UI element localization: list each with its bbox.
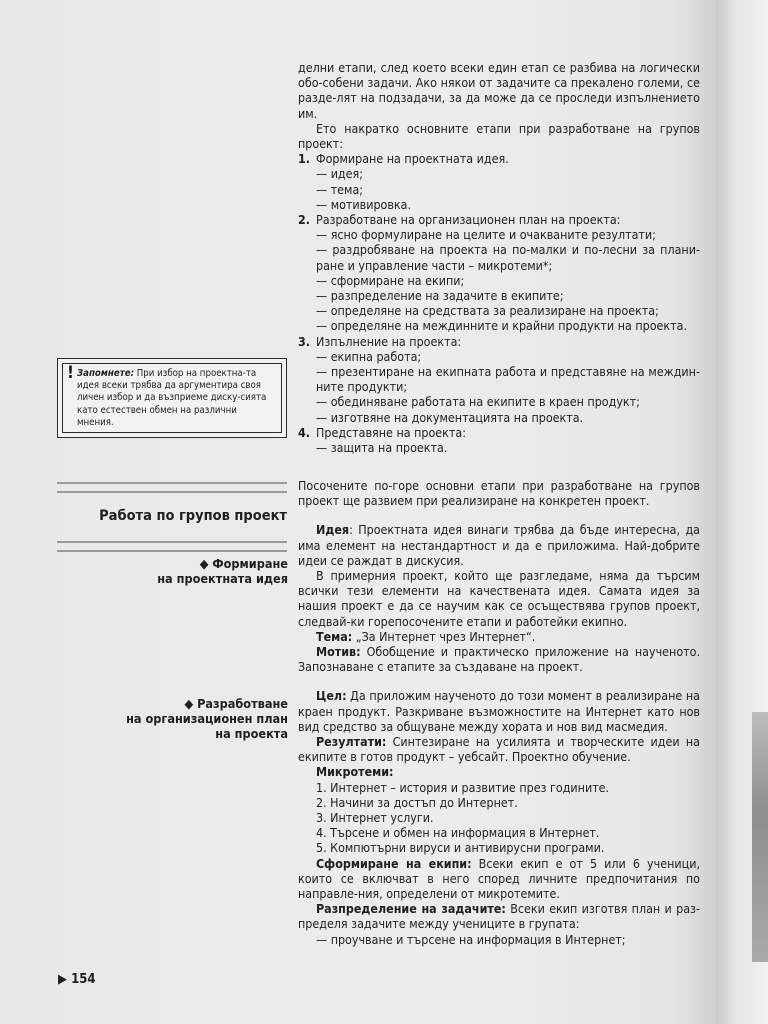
microtopics-heading [298, 764, 700, 779]
section-lead: Посочените по-горе основни етапи при разработване на групов проект ще развием при реализиране на конкретен проект. [298, 478, 700, 509]
microtopic-item: 5. Компютърни вируси и антивирусни програми. [316, 840, 605, 856]
teams-paragraph [298, 856, 700, 902]
scanner-edge [752, 712, 768, 962]
results-text: Синтезиране на усилията и творческите идеи на екипите в готов продукт – уебсайт. Проектно обучение. [298, 734, 700, 765]
idea-label: Идея [316, 522, 350, 538]
results-label: Резултати: [316, 734, 387, 750]
diamond-bullet-icon: ◆ [184, 696, 198, 711]
stage-subitem: — идея; [316, 166, 363, 182]
remember-note-box [57, 358, 287, 438]
side-heading-plan-line1: Разработване [197, 696, 288, 711]
teams-label: Сформиране на екипи: [316, 855, 472, 871]
tasks-text: Всеки екип изготвя план и раз-пределя задачите между учениците в групата: [298, 901, 701, 932]
results-paragraph [298, 734, 700, 764]
side-heading-idea-line2: на проектната идея [157, 571, 288, 587]
side-heading-idea [100, 556, 288, 586]
side-heading-idea-line1: Формиране [212, 556, 288, 571]
microtopic-item: 1. Интернет – история и развитие през годините. [316, 779, 610, 795]
section-title: Работа по групов проект [99, 508, 287, 524]
motive-paragraph [298, 644, 700, 674]
stage-title: Представяне на проекта: [316, 424, 466, 440]
stage-item [298, 425, 700, 440]
stage-subitem: — презентиране на екипната работа и представяне на междин-ните продукти; [316, 364, 700, 395]
stage-item [298, 151, 700, 166]
stage-number: 2. [298, 212, 310, 228]
stage-title: Изпълнение на проекта: [316, 333, 462, 349]
example-paragraph: В примерния проект, който ще разгледаме, няма да търсим всички тези елементи на качествената идея. Самата идея за нашия проект е да се научим как се осъществява групов проект, следвай-ки горепосочените етапи и работейки екипно. [298, 568, 700, 629]
intro-paragraph-2: Ето накратко основните етапи при разработване на групов проект: [298, 120, 700, 152]
stage-subitem: — обединяване работата на екипите в краен продукт; [316, 394, 640, 410]
stage-subitem: — тема; [316, 181, 364, 197]
triangle-marker-icon: ▶ [58, 972, 72, 987]
stage-subitem: — раздробяване на проекта на по-малки и по-лесни за плани-ране и управление части – микротеми*; [316, 242, 700, 273]
stage-number: 3. [298, 333, 310, 349]
stages-list [298, 151, 700, 455]
microtopic-item: 2. Начини за достъп до Интернет. [316, 794, 518, 810]
goal-paragraph [298, 688, 700, 734]
remember-note-inner [62, 363, 282, 433]
side-heading-plan-line3: на проекта [215, 726, 288, 742]
goal-label: Цел: [316, 688, 347, 704]
stage-subitem: — ясно формулиране на целите и очакваните резултати; [316, 227, 656, 243]
microtopics-label: Микротеми: [316, 764, 394, 780]
main-column-top [298, 60, 700, 455]
exclamation-icon: ! [67, 363, 74, 383]
stage-subitem: — сформиране на екипи; [316, 272, 465, 288]
motive-text: Обобщение и практическо приложение на наученото. Запознаване с етапите за създаване на проект. [298, 644, 700, 675]
stage-subitem: — изготвяне на документацията на проекта. [316, 409, 584, 425]
tasks-paragraph [298, 901, 700, 931]
main-column-bottom [298, 478, 700, 947]
page-number [58, 972, 96, 987]
stage-subitem: — определяне на междинните и крайни продукти на проекта. [316, 318, 688, 334]
page-number-text: 154 [71, 972, 96, 987]
side-heading-plan [100, 696, 288, 742]
remember-label: Запомнете: [77, 368, 135, 379]
idea-paragraph [298, 522, 700, 568]
motive-label: Мотив: [316, 644, 361, 660]
stage-subitem: — екипна работа; [316, 348, 422, 364]
section-rule-top [57, 482, 287, 493]
stage-title: Формиране на проектната идея. [316, 151, 509, 167]
section-rule-bottom [57, 541, 287, 552]
stage-number: 1. [298, 151, 310, 167]
theme-text: „За Интернет чрез Интернет“. [352, 628, 536, 644]
tasks-label: Разпределение на задачите: [316, 901, 506, 917]
stage-subitem: — определяне на средствата за реализиране на проекта; [316, 303, 659, 319]
remember-text: При избор на проектна-та идея всеки трябва да аргументира своя личен избор и да възприеме диску-сията като естествен обмен на различни мнения. [77, 368, 267, 428]
microtopic-item: 3. Интернет услуги. [316, 810, 434, 826]
intro-paragraph-1: делни етапи, след което всеки един етап се разбива на логически обо-собени задачи. Ако някои от задачите са прекалено големи, се разде-лят на подзадачи, за да може да се проследи изпълнението им. [298, 60, 700, 121]
stage-title: Разработване на организационен план на проекта: [316, 212, 621, 228]
tasks-item: — проучване и търсене на информация в Интернет; [316, 931, 626, 947]
stage-subitem: — разпределение на задачите в екипите; [316, 288, 564, 304]
microtopics-list [298, 780, 700, 856]
stage-subitem: — защита на проекта. [316, 440, 448, 456]
stage-item [298, 334, 700, 349]
theme-paragraph [298, 629, 700, 644]
side-heading-plan-line2: на организационен план [126, 711, 288, 727]
goal-text: Да приложим наученото до този момент в реализиране на краен продукт. Разкриване възможностите на Интернет като нов вид средство за общуване между хората и нов вид масмедия. [298, 688, 700, 734]
diamond-bullet-icon: ◆ [199, 556, 213, 571]
idea-text: : Проектната идея винаги трябва да бъде интересна, да има елемент на нестандартност и да е приложима. Най-добрите идеи се раждат в дискусия. [298, 522, 700, 568]
stage-subitem: — мотивировка. [316, 196, 412, 212]
microtopic-item: 4. Търсене и обмен на информация в Интернет. [316, 825, 600, 841]
stage-item [298, 212, 700, 227]
stage-number: 4. [298, 424, 310, 440]
theme-label: Тема: [316, 628, 353, 644]
teams-text: Всеки екип е от 5 или 6 ученици, които се включват в него според личните предпочитания по направле-ния, определени от микротемите. [298, 855, 700, 902]
